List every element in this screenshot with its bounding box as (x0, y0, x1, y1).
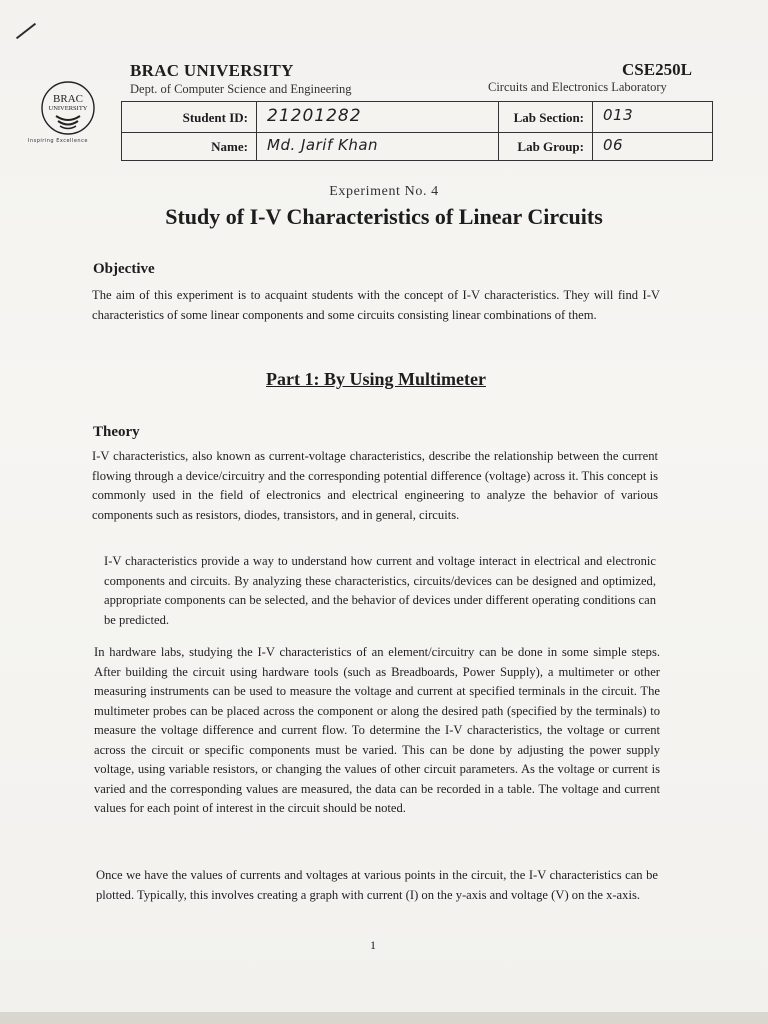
document-title: Study of I-V Characteristics of Linear Circuits (165, 204, 603, 229)
lab-group-value-cell (593, 133, 712, 160)
objective-heading: Objective (93, 261, 155, 277)
theory-paragraph-1: I-V characteristics, also known as current-voltage characteristics, describe the relationship between the current flowing through a device/circuitry and the corresponding potential difference (voltage) across it. This concept is commonly used in the field of electronics and electrical engineering to analyze the behavior of various components such as resistors, diodes, transistors, and in general, circuits. (92, 449, 658, 522)
theory-paragraph-4: Once we have the values of currents and voltages at various points in the circuit, the I-V characteristics can be plotted. Typically, this involves creating a graph with current (I) on the y-axis and voltage (V) on the x-axis. (96, 868, 658, 902)
logo-text-bottom: UNIVERSITY (48, 105, 88, 112)
logo-text-top: BRAC (53, 93, 83, 105)
lab-group-label: Lab Group: (517, 139, 584, 154)
lab-section-label: Lab Section: (513, 110, 584, 125)
brac-university-logo (36, 78, 100, 142)
part1-title: Part 1: By Using Multimeter (266, 369, 486, 389)
theory-paragraph-2: I-V characteristics provide a way to understand how current and voltage interact in electrical and electronic components and circuits. By analyzing these characteristics, circuits/devices can be designed and optimized, appropriate components can be selected, and the behavior of devices under different operating conditions can be predicted. (104, 554, 656, 627)
lab-section-label-cell (499, 102, 593, 133)
theory-heading: Theory (93, 424, 140, 440)
page-number: 1 (370, 938, 376, 952)
name-label-cell (122, 133, 257, 160)
page-bottom-edge (0, 1012, 768, 1024)
student-id-label-cell (122, 102, 257, 133)
experiment-number: Experiment No. 4 (329, 184, 439, 199)
student-info-table (121, 101, 713, 161)
department-name: Dept. of Computer Science and Engineering (130, 82, 352, 96)
lab-group-value: 06 (603, 136, 624, 154)
name-label: Name: (211, 139, 248, 154)
theory-paragraph-3: In hardware labs, studying the I-V characteristics of an element/circuitry can be done in some simple steps. After building the circuit using hardware tools (such as Breadboards, Power Supply), a multimeter or other measuring instruments can be used to measure the voltage and current at specified terminals in the circuit. The multimeter probes can be placed across the component or along the desired path (specified by the terminals) to measure the voltage difference and current flow. To determine the I-V characteristics, the voltage or current across the circuit or specific components must be varied. This can be done by adjusting the power supply voltage, using variable resistors, or changing the values of other circuit parameters. As the voltage or current is varied and the corresponding values are measured, the data can be recorded in a table. The voltage and current values for each point of interest in the circuit should be noted. (94, 645, 660, 815)
student-id-value-cell (257, 102, 499, 133)
student-id-label: Student ID: (182, 110, 248, 125)
lab-section-value: 013 (603, 106, 634, 124)
name-value-cell (257, 133, 499, 160)
name-value: Md. Jarif Khan (267, 136, 379, 154)
lab-group-label-cell (499, 133, 593, 160)
objective-text: The aim of this experiment is to acquaint students with the concept of I-V characteristics. They will find I-V characteristics of some linear components and some circuits consisting linear combinations of them. (92, 288, 660, 322)
logo-tagline: Inspiring Excellence (28, 138, 88, 144)
lab-name: Circuits and Electronics Laboratory (488, 80, 667, 94)
lab-section-value-cell (593, 102, 712, 133)
student-id-value: 21201282 (267, 106, 362, 126)
university-name: BRAC UNIVERSITY (130, 61, 294, 80)
course-code: CSE250L (622, 60, 692, 79)
